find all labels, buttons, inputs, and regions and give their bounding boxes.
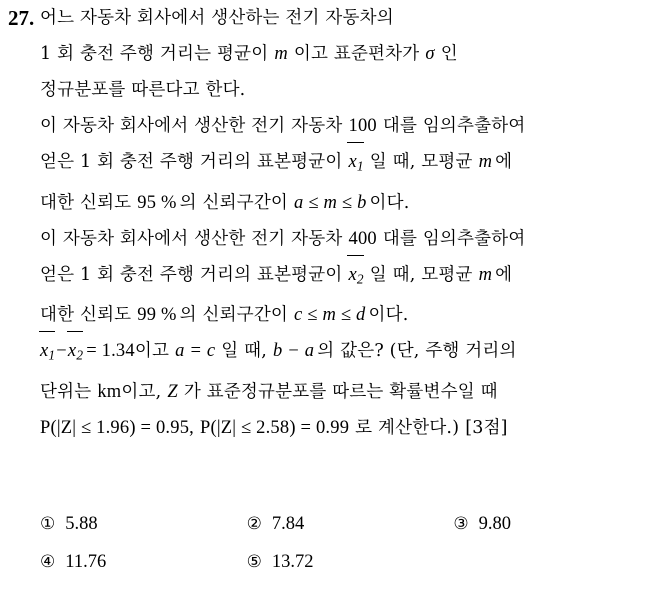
choice-3[interactable] bbox=[453, 505, 660, 543]
interval-a-b: a ≤ m ≤ b bbox=[294, 192, 367, 213]
question-line-11 bbox=[40, 374, 665, 410]
question-number: 27. bbox=[8, 6, 35, 30]
choice-4[interactable] bbox=[40, 543, 247, 581]
x2-subscript-eq: 2 bbox=[76, 348, 84, 364]
choice-4-mark: ④ bbox=[40, 552, 56, 572]
sample-size-400: 400 bbox=[348, 228, 377, 249]
choice-5-mark: ⑤ bbox=[246, 552, 262, 572]
unit-km: km bbox=[97, 382, 122, 403]
line-5-text-c: 에 bbox=[495, 152, 513, 172]
choice-1[interactable] bbox=[40, 505, 247, 543]
equation-a-eq-c: a = c bbox=[175, 341, 216, 362]
line-11-text-a: 단위는 bbox=[40, 382, 92, 403]
choice-4-value: 11.76 bbox=[65, 552, 107, 572]
line-8-text-b: 일 때, 모평균 bbox=[369, 264, 473, 285]
symbol-sigma: σ bbox=[425, 44, 435, 64]
choice-row-2 bbox=[40, 543, 660, 581]
question-line-4 bbox=[40, 108, 665, 144]
line-9-text-a: 대한 신뢰도 bbox=[40, 305, 132, 326]
question-line-10 bbox=[40, 333, 665, 374]
question-line-5 bbox=[40, 144, 665, 185]
symbol-m-3: m bbox=[478, 264, 493, 285]
expression-b-minus-a: b − a bbox=[273, 341, 315, 362]
line-7-text-a: 이 자동차 회사에서 생산한 전기 자동차 bbox=[40, 228, 343, 249]
x2-symbol-eq: x bbox=[67, 341, 77, 362]
choice-spacer bbox=[453, 543, 660, 581]
question-line-1 bbox=[40, 0, 665, 36]
prob-z-196: P(|Z| ≤ 1.96) = 0.95, bbox=[40, 418, 194, 439]
x2-subscript: 2 bbox=[356, 271, 364, 287]
prob-z-258: P(|Z| ≤ 2.58) = 0.99 bbox=[199, 418, 350, 439]
line-5-text-a: 얻은 1 회 충전 주행 거리의 표본평균이 bbox=[40, 152, 343, 172]
question-line-3 bbox=[40, 72, 665, 108]
symbol-z: Z bbox=[167, 382, 178, 403]
choice-5[interactable] bbox=[247, 543, 454, 581]
question-line-12 bbox=[40, 410, 665, 446]
points-label: [3점] bbox=[465, 418, 508, 439]
line-8-text-a: 얻은 1 회 충전 주행 거리의 표본평균이 bbox=[40, 264, 343, 285]
choice-3-mark: ③ bbox=[453, 514, 469, 534]
question-line-7 bbox=[40, 221, 665, 257]
sample-mean-x2-eq bbox=[68, 333, 83, 374]
x1-symbol-eq: x bbox=[40, 341, 49, 362]
minus-sign: − bbox=[56, 341, 67, 362]
sample-mean-x1-eq bbox=[40, 333, 55, 374]
question-line-9 bbox=[40, 297, 665, 333]
line-6-text-c: 이다. bbox=[369, 192, 410, 213]
x1-subscript-eq: 1 bbox=[48, 348, 56, 364]
line-6-text-b: 의 신뢰구간이 bbox=[179, 192, 289, 213]
line-3-text: 정규분포를 따른다고 한다. bbox=[40, 80, 246, 100]
line-10-text-c: 의 값은? (단, 주행 거리의 bbox=[317, 341, 517, 362]
question-line-8 bbox=[40, 257, 665, 298]
question-body bbox=[40, 0, 665, 446]
question-line-2 bbox=[40, 36, 665, 72]
x2-symbol: x bbox=[348, 264, 357, 285]
choice-2-value: 7.84 bbox=[271, 514, 305, 534]
line-5-text-b: 일 때, 모평균 bbox=[369, 152, 473, 172]
confidence-99: 99 % bbox=[137, 305, 177, 326]
line-2-text-b: 이고 표준편차가 bbox=[293, 44, 420, 64]
line-8-text-c: 에 bbox=[495, 264, 513, 285]
x1-symbol: x bbox=[348, 152, 357, 172]
sample-mean-x1 bbox=[348, 144, 363, 185]
line-6-text-a: 대한 신뢰도 bbox=[40, 192, 132, 213]
choice-2-mark: ② bbox=[246, 514, 262, 534]
sample-size-100: 100 bbox=[348, 116, 377, 136]
line-7-text-b: 대를 임의추출하여 bbox=[382, 228, 526, 249]
line-11-text-c: 가 표준정규분포를 따르는 확률변수일 때 bbox=[183, 382, 498, 403]
line-1-text: 어느 자동차 회사에서 생산하는 전기 자동차의 bbox=[40, 8, 394, 28]
line-11-text-b: 이고, bbox=[121, 382, 162, 403]
symbol-m-2: m bbox=[478, 152, 493, 172]
interval-c-d: c ≤ m ≤ d bbox=[294, 305, 366, 326]
line-10-text-b: 일 때, bbox=[221, 341, 268, 362]
line-4-text-b: 대를 임의추출하여 bbox=[382, 116, 526, 136]
choice-5-value: 13.72 bbox=[271, 552, 314, 572]
line-2-text-c: 인 bbox=[440, 44, 458, 64]
line-4-text-a: 이 자동차 회사에서 생산한 전기 자동차 bbox=[40, 116, 343, 136]
choice-row-1 bbox=[40, 505, 660, 543]
line-10-text-a: 이고 bbox=[134, 341, 170, 362]
choice-1-mark: ① bbox=[40, 514, 56, 534]
confidence-95: 95 % bbox=[137, 192, 177, 213]
choice-1-value: 5.88 bbox=[65, 514, 98, 534]
line-9-text-c: 이다. bbox=[368, 305, 409, 326]
x1-subscript: 1 bbox=[356, 158, 364, 174]
choice-2[interactable] bbox=[247, 505, 454, 543]
choice-3-value: 9.80 bbox=[478, 514, 511, 534]
line-12-text-tail: 로 계산한다.) bbox=[355, 418, 460, 439]
line-9-text-b: 의 신뢰구간이 bbox=[179, 305, 289, 326]
sample-mean-x2 bbox=[348, 257, 363, 298]
question-line-6 bbox=[40, 185, 665, 221]
symbol-m: m bbox=[274, 44, 288, 64]
answer-choices bbox=[40, 505, 660, 581]
line-2-text-a: 1 회 충전 주행 거리는 평균이 bbox=[40, 44, 269, 64]
diff-value: = 1.34 bbox=[86, 341, 135, 362]
